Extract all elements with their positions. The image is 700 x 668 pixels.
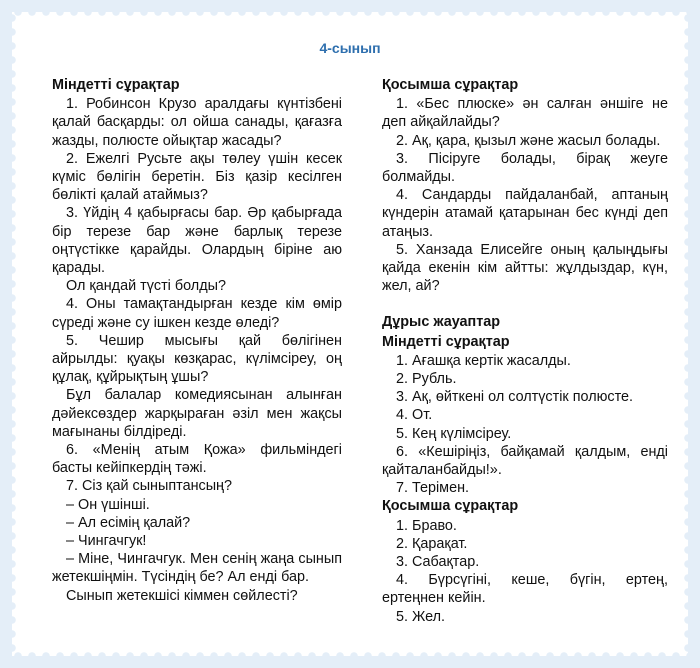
answer-3: 3. Ақ, өйткені ол солтүстік полюсте. — [396, 389, 634, 406]
mandatory-questions-heading: Міндетті сұрақтар — [52, 77, 180, 93]
question-3: 3. Үйдің 4 қабырғасы бар. Әр қабырғада бір терезе бар және барлық терезе оңтүстікке қарайды. Олардың біріне аю қарады. — [52, 205, 342, 277]
answer-2: 2. Рубль. — [396, 371, 457, 388]
extra-questions-heading: Қосымша сұрақтар — [382, 77, 519, 93]
question-7-followup: Сынып жетекшісі кіммен сөйлесті? — [66, 587, 298, 604]
answer-5: 5. Кең күлімсіреу. — [396, 425, 512, 442]
dialogue-line: – Ал есімің қалай? — [66, 514, 191, 531]
worksheet-card — [12, 12, 688, 656]
left-column — [52, 76, 342, 605]
question-3-followup: Ол қандай түсті болды? — [66, 278, 226, 295]
extra-question-4: 4. Сандарды пайдаланбай, аптаның күндерін атамай қатарынан бес күнді деп атаңыз. — [382, 187, 668, 240]
answer-4: 4. От. — [396, 407, 433, 424]
right-stamp-edge — [683, 12, 693, 656]
extra-answer-2: 2. Қарақат. — [396, 535, 468, 552]
extra-answer-3: 3. Сабақтар. — [396, 554, 480, 571]
quotes-intro: Бұл балалар комедиясынан алынған дәйексөздер жарқыраған әзіл мен жақсы мағынаны білдіреді. — [52, 387, 342, 440]
right-column — [382, 76, 668, 626]
extra-answer-1: 1. Браво. — [396, 517, 457, 534]
question-6: 6. «Менің атым Қожа» фильміндегі басты кейіпкердің тәжі. — [52, 442, 342, 477]
answer-6: 6. «Кешіріңіз, байқамай қалдым, енді қайталанбайды!». — [382, 443, 668, 479]
extra-answer-4: 4. Бүрсүгіні, кеше, бүгін, ертең, ертеңнен кейін. — [382, 572, 668, 607]
dialogue-line: – Міне, Чингачгук. Мен сенің жаңа сынып жетекшіңмін. Түсіндің бе? Ал енді бар. — [52, 551, 342, 586]
answer-1: 1. Ағашқа кертік жасалды. — [396, 352, 571, 369]
answers-mandatory-heading: Міндетті сұрақтар — [382, 333, 510, 350]
question-1: 1. Робинсон Крузо аралдағы күнтізбені қалай басқарды: ол ойша санады, қағазға жазды, полюсте ойықтар жасады? — [52, 96, 342, 149]
left-stamp-edge — [7, 12, 17, 656]
page-title: 4-сынып — [319, 40, 381, 56]
question-2: 2. Ежелгі Русьте ақы төлеу үшін кесек күміс бөлігін беретін. Біз қазір кесілген бөлікті қалай атаймыз? — [52, 150, 342, 204]
question-4: 4. Оны тамақтандырған кезде кім өмір сүреді және су ішкен кезде өледі? — [52, 296, 342, 331]
question-7: 7. Сіз қай сыныптансың? — [66, 478, 233, 495]
extra-answer-5: 5. Жел. — [396, 608, 446, 625]
extra-question-1: 1. «Бес плюске» ән салған әншіге не деп айқайлайды? — [382, 96, 668, 131]
section-gap — [382, 295, 668, 313]
extra-question-5: 5. Ханзада Елисейге оның қалыңдығы қайда екенін кім айтты: жұлдыздар, күн, жел, ай? — [382, 241, 668, 295]
extra-question-3: 3. Пісіруге болады, бірақ жеуге болмайды. — [382, 150, 668, 186]
dialogue-line: – Он үшінші. — [66, 496, 150, 513]
dialogue-line: – Чингачгук! — [66, 533, 147, 550]
answers-heading: Дұрыс жауаптар — [382, 314, 501, 331]
answer-7: 7. Терімен. — [396, 480, 470, 497]
extra-question-2: 2. Ақ, қара, қызыл және жасыл болады. — [396, 132, 661, 149]
answers-extra-heading: Қосымша сұрақтар — [382, 498, 519, 515]
question-5: 5. Чешир мысығы қай бөлігінен айрылды: қуақы көзқарас, күлімсіреу, оң құлақ, құйрықтың ұшы? — [52, 332, 342, 386]
